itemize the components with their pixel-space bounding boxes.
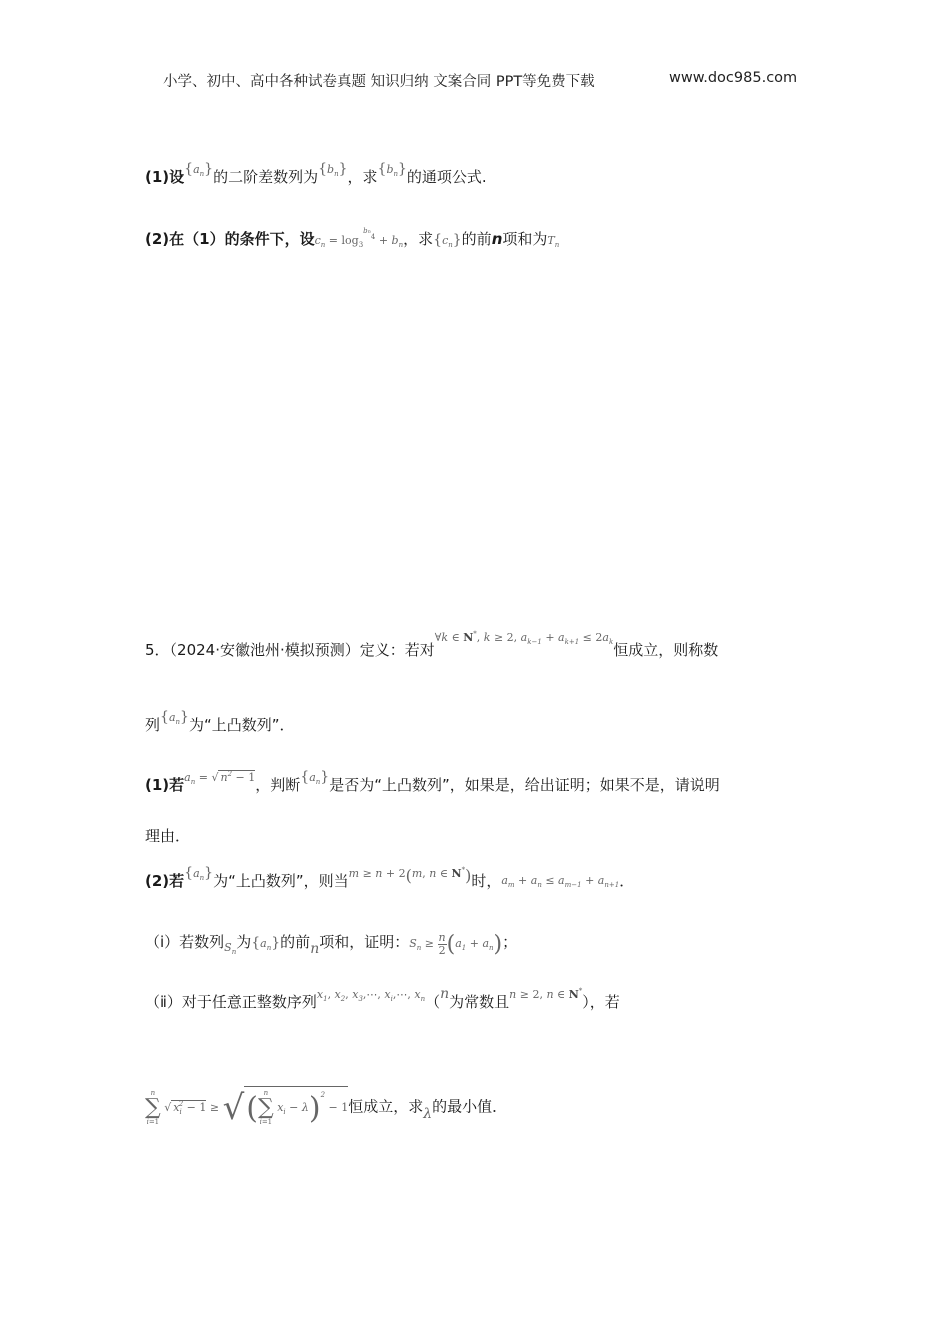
q5-p1-label: (1)若 [145,776,185,794]
formula-lambda: λ [423,1105,433,1122]
header-text: 小学、初中、高中各种试卷真题 知识归纳 文案合同 PPT等免费下载 [163,74,595,90]
header-url[interactable] [669,70,797,86]
formula-an-sqrt: an = √ n2 − 1 [184,770,256,786]
part1-text-3: 的通项公式. [406,168,487,186]
formula-m-condition: m ≥ n + 2(m, n ∈ N*) [348,866,472,885]
q5-final-line [145,1086,507,1128]
formula-q5-condition: ∀k ∈ N*, k ≥ 2, ak−1 + ak+1 ≤ 2ak [434,630,614,646]
formula-x-sequence: x1, x2, x3,⋯, xi,⋯, xn [316,988,426,1003]
q5-line2-a: 列 [145,716,161,734]
q5-sub-ii-line [145,986,620,1012]
formula-seq-a-p2: {an} [184,865,214,882]
part1-label: (1)设 [145,168,185,186]
formula-seq-a-q5: {an} [160,709,189,726]
q5-p2-label: (2)若 [145,872,185,890]
q5-sub-i-line [145,931,517,957]
q5-p1-text-1: ，判断 [255,776,301,794]
q5-line-2 [145,709,295,735]
formula-T-n: $T_n$ [547,234,560,249]
q5-p1-line2: 理由． [145,827,191,845]
page-header [163,70,595,91]
q5-part1-line [145,769,720,795]
formula-seq-a: {an} [184,161,214,178]
q5-number: 5． [145,641,170,659]
part2-text-2: 的前 [461,230,492,248]
formula-c-def: $c_n = \log_3^{bn4} + b_n$ [314,227,404,249]
q5-source: （2024·安徽池州·模拟预测）定义：若对 [169,641,435,659]
q5-p1-text-2: 是否为“上凸数列”，如果是，给出证明；如果不是，请说明 [329,776,720,794]
q5-final-text-2: 的最小值． [432,1097,508,1116]
formula-n-var: n [310,941,320,957]
q5-i-text-3: 项和，证明： [319,933,410,951]
q5-part2-line [145,865,635,894]
part2-n: n [491,230,503,248]
q5-i-text-2: 的前 [280,933,311,951]
part1-text-2: ，求 [347,168,378,186]
q5-text-1: 恒成立，则称数 [613,641,719,659]
formula-seq-c: $\{c_n\}$ [433,232,462,249]
part1-text-1: 的二阶差数列为 [213,168,319,186]
q5-ii-text-3: ），若 [582,993,620,1011]
q5-ii-text-2: 为常数且 [449,993,510,1011]
part2-text-3: 项和为 [502,230,548,248]
q5-i-text-1: 为 [236,933,252,951]
formula-seq-b-2: {bn} [377,161,407,178]
formula-sum-inequality: n ∑ i=1 √ $x_i^2 - 1$ ≥ √( n ∑ i=1 $x_i - \lambda)^2 - 1$ [145,1088,349,1128]
q5-ii-label: （ⅱ）对于任意正整数序列 [145,993,317,1011]
formula-am-an-inequality: $a_m + a_n \le a_{m-1} + a_{n+1}$ [501,874,620,889]
q5-p2-text-3: ． [619,872,635,890]
header-url-text: www.doc985.com [669,70,798,86]
part2-line [145,228,559,249]
formula-seq-b: {bn} [318,161,348,178]
q5-p2-text-2: 时， [471,872,502,890]
q5-p2-text-1: 为“上凸数列”，则当 [213,872,349,890]
formula-seq-a-i: $\{a_n\}$ [251,935,281,952]
part2-label: (2)在（1）的条件下，设 [145,230,315,248]
q5-i-label: （ⅰ）若数列 [145,933,225,951]
q5-final-text-1: 恒成立，求 [348,1097,424,1116]
part1-line [145,161,487,187]
formula-seq-a-p1: {an} [300,769,330,786]
q5-part1-line-2 [145,825,190,846]
q5-i-text-4: ； [502,933,518,951]
formula-n-const: n [440,986,450,1002]
formula-n-condition: n ≥ 2, n ∈ N* [509,987,583,1001]
q5-ii-text-1: （ [425,993,441,1011]
q5-line2-b: 为“上凸数列”． [188,716,295,734]
formula-S-n: Sn [224,941,237,956]
part2-text-1: ，求 [403,230,434,248]
formula-Sn-inequality: $S_n$ ≥ $\frac{n}{2}$ $(a_1 + a_n)$ [409,930,503,957]
